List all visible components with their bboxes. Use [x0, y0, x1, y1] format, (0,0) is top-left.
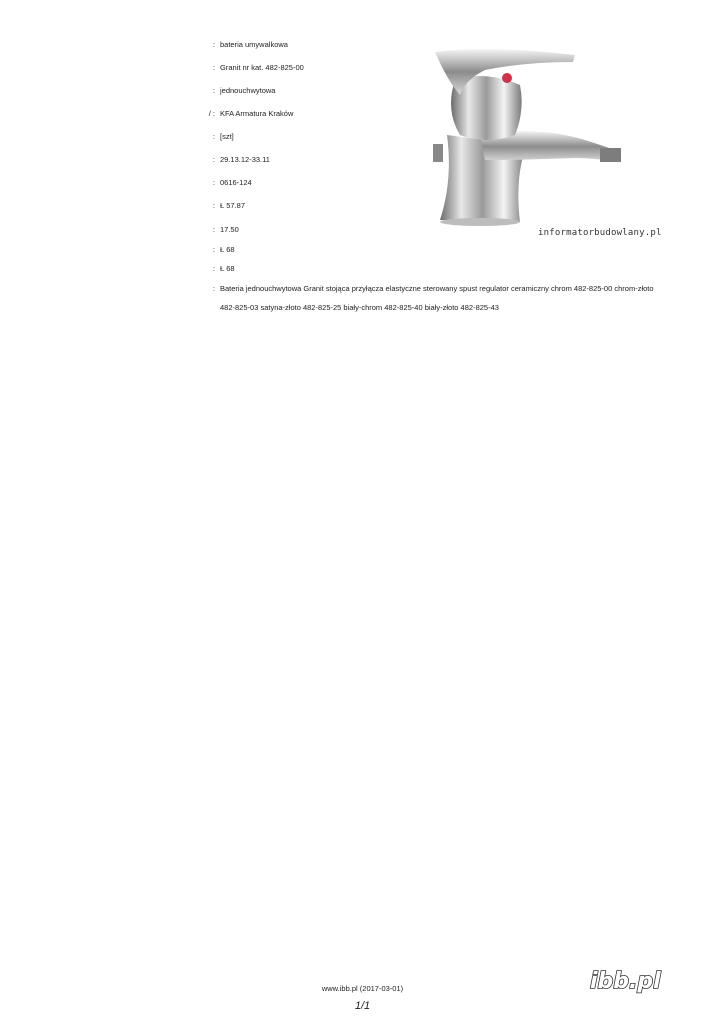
description-separator: : [212, 284, 215, 293]
row-separator: : [212, 245, 215, 254]
row-value: 29.13.12-33.11 [220, 155, 270, 164]
row-separator: : [212, 264, 215, 273]
row-separator: : [212, 225, 215, 234]
row-value: bateria umywalkowa [220, 40, 288, 49]
row-value: 17.50 [220, 225, 239, 234]
description-line-2: 482-825-03 satyna-złoto 482-825-25 biały-chrom 482-825-40 biały-złoto 482-825-43 [220, 303, 499, 312]
image-watermark: informatorbudowlany.pl [538, 228, 662, 238]
product-photo [425, 40, 645, 245]
row-separator: : [212, 40, 215, 49]
row-separator: : [212, 201, 215, 210]
ibb-logo [588, 966, 674, 996]
row-separator: : [212, 63, 215, 72]
row-separator: / : [208, 109, 215, 118]
row-value: [szt] [220, 132, 234, 141]
row-value: Ł 57.87 [220, 201, 246, 210]
row-separator: : [212, 86, 215, 95]
row-value: KFA Armatura Kraków [220, 109, 294, 118]
svg-text:ibb.pl: ibb.pl [590, 969, 661, 994]
row-value: jednouchwytowa [220, 86, 276, 95]
description-line-1: Bateria jednouchwytowa Granit stojąca przyłącza elastyczne sterowany spust regulator ceramiczny chrom 482-825-00 chrom-złoto [220, 284, 654, 293]
footer-url: www.ibb.pl (2017-03-01) [321, 984, 404, 993]
row-separator: : [212, 132, 215, 141]
row-separator: : [212, 155, 215, 164]
row-value: Granit nr kat. 482-825-00 [220, 63, 304, 72]
row-value: Ł 68 [220, 264, 235, 273]
row-value: Ł 68 [220, 245, 235, 254]
row-value: 0616-124 [220, 178, 252, 187]
row-separator: : [212, 178, 215, 187]
page-number: 1/1 [354, 1000, 371, 1012]
